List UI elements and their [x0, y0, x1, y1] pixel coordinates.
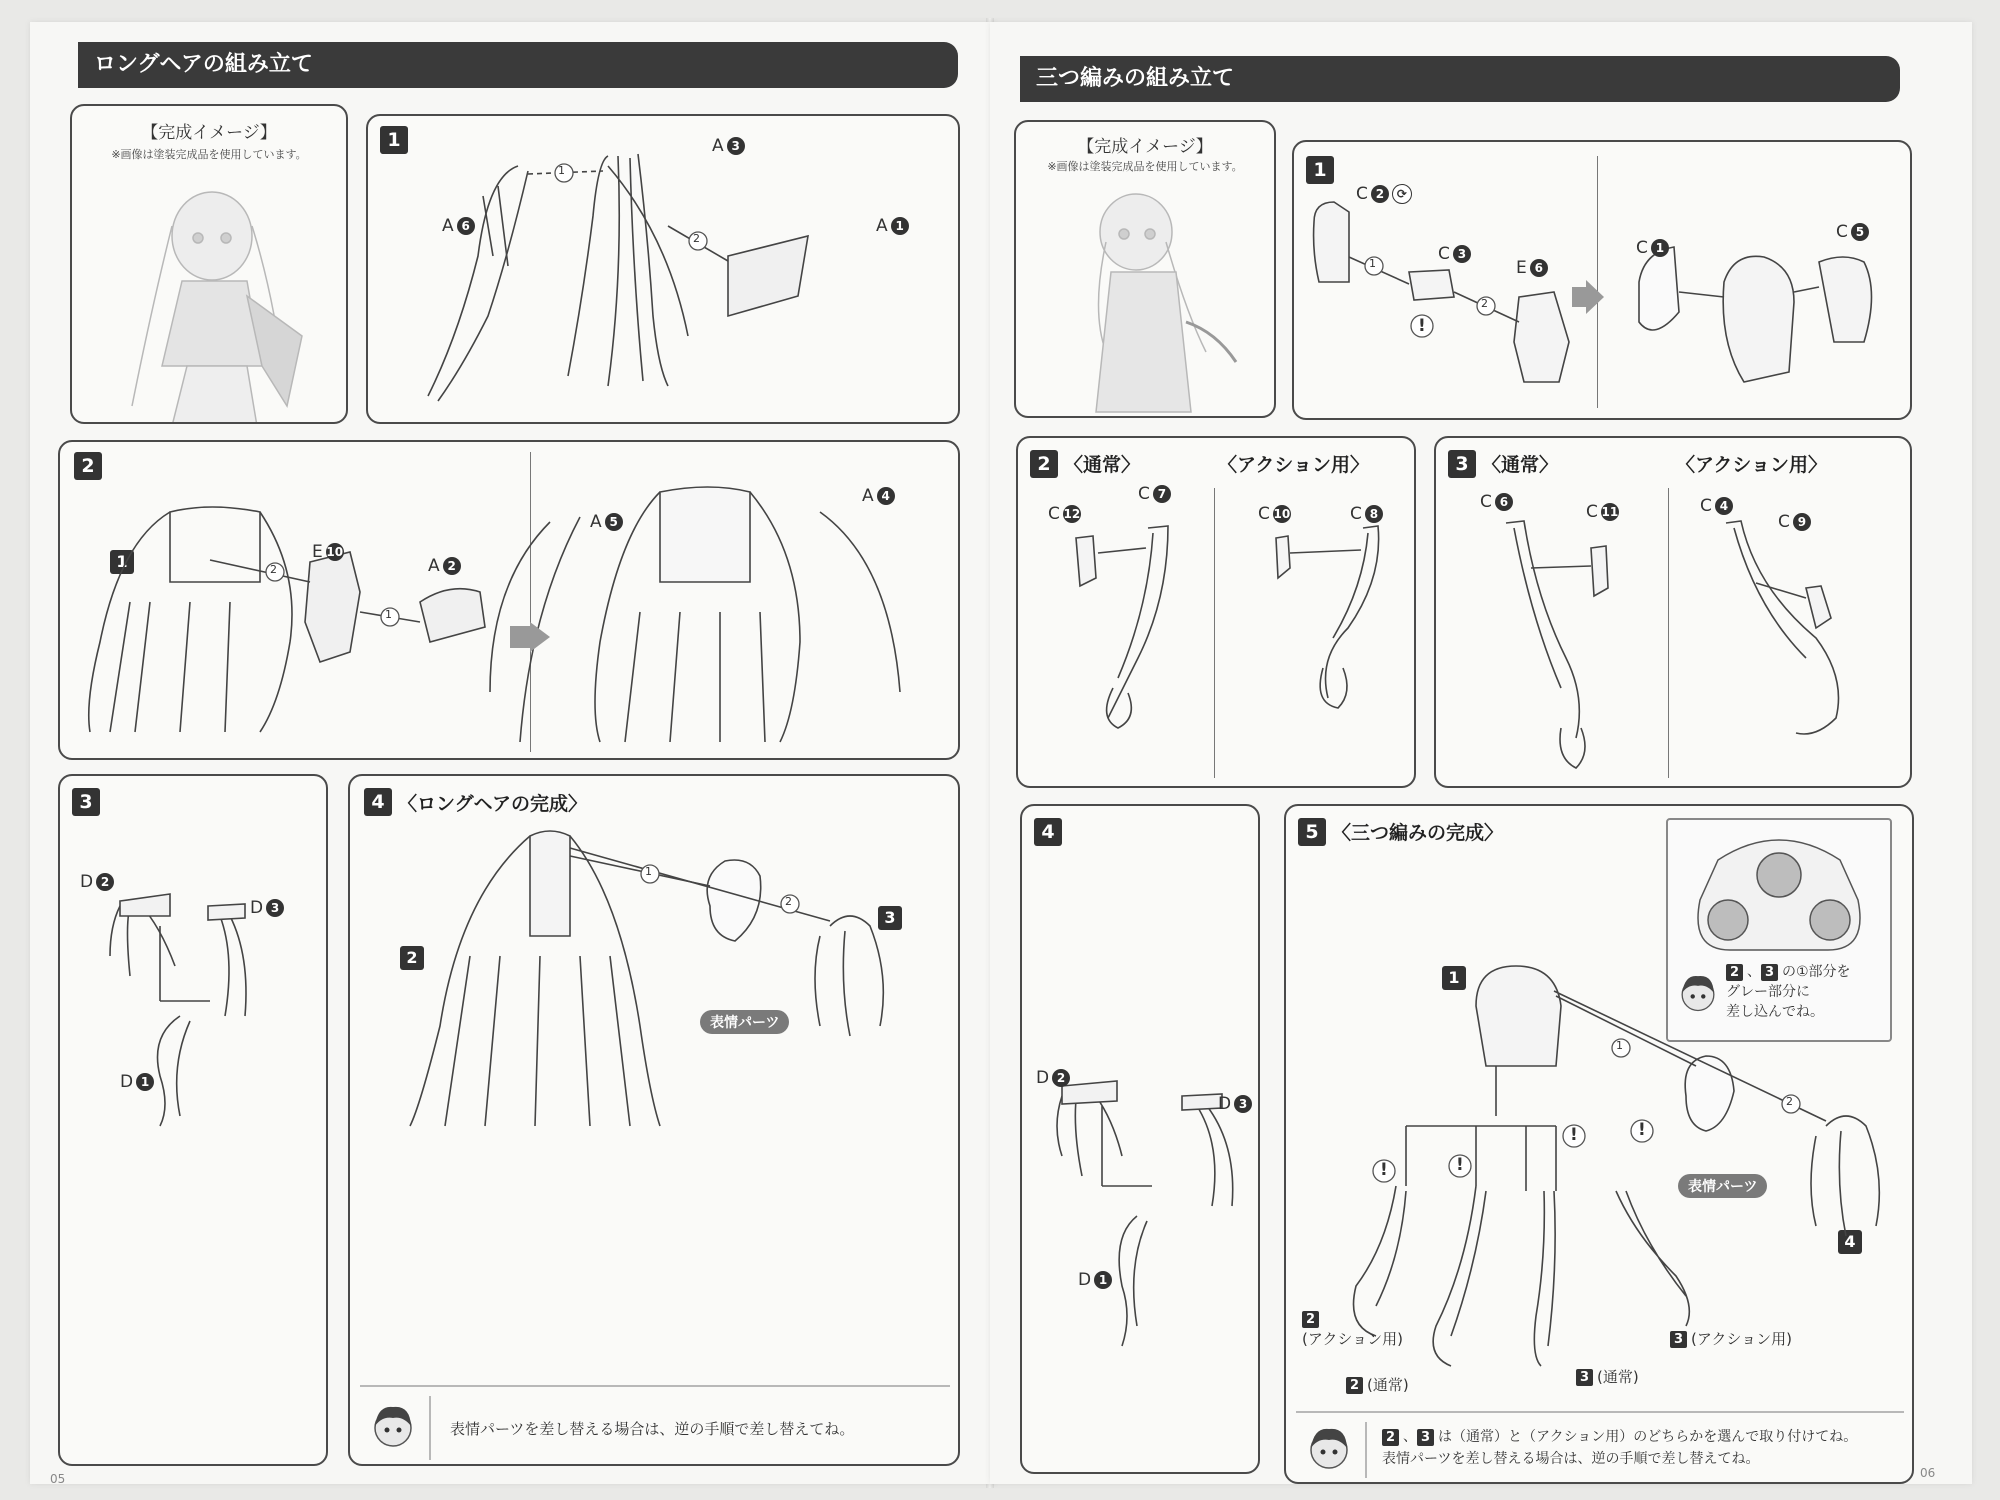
step4-diagram: [1022, 806, 1260, 1474]
complete-image-panel-left: [70, 104, 348, 424]
step-number: 1: [380, 126, 408, 154]
part-label-c4: C 4: [1700, 496, 1733, 516]
step2-panel-left: [58, 440, 960, 760]
step-number: 4: [1034, 818, 1062, 846]
ref-step-number: 1: [110, 550, 134, 574]
ref-step-number: 3: [878, 906, 902, 930]
complete-image-note: ※画像は塗装完成品を使用しています。: [111, 148, 307, 161]
figure-braid-image: [1016, 122, 1276, 418]
complete-image-title: 【完成イメージ】: [1077, 137, 1213, 157]
step5-note: 2 、 3 は（通常）と（アクション用）のどちらかを選んで取り付けてね。 表情パーツを差し替える場合は、逆の手順で差し替えてね。: [1382, 1429, 1858, 1467]
part-label-c1: C 1: [1636, 238, 1669, 258]
part-label-c8: C 8: [1350, 504, 1383, 524]
right-page-title: 三つ編みの組み立て: [1020, 56, 1900, 102]
part-label-c7: C 7: [1138, 484, 1171, 504]
left-page: [30, 22, 995, 1484]
order-marker: 2: [1481, 297, 1488, 310]
part-label-d2: D 2: [80, 872, 114, 892]
part-label-e6: E 6: [1516, 258, 1548, 278]
bottom-ref-action: 3 (アクション用): [1670, 1328, 1792, 1349]
step2-action-label: 〈アクション用〉: [1218, 454, 1370, 476]
page-number: 06: [1920, 1466, 1936, 1480]
step4-diagram: [350, 776, 960, 1466]
order-marker: 1: [1369, 257, 1376, 270]
step-number: 5: [1298, 818, 1326, 846]
step3-diagram: [1436, 438, 1912, 788]
caution-icon: !: [1380, 1160, 1388, 1180]
part-label-d3: D 3: [1218, 1094, 1252, 1114]
step2-panel-right: [1016, 436, 1416, 788]
step-number: 2: [74, 452, 102, 480]
face-parts-badge: 表情パーツ: [700, 1010, 789, 1034]
step3-panel-right: [1434, 436, 1912, 788]
left-page-title: ロングヘアの組み立て: [78, 42, 958, 88]
part-label-a3: A 3: [712, 136, 745, 156]
callout-text: 2 、 3 の①部分を グレー部分に 差し込んでね。: [1726, 964, 1851, 1020]
order-marker: 1: [558, 164, 565, 177]
bottom-ref-action: 2 (アクション用): [1302, 1312, 1403, 1348]
step4-panel-left: [348, 774, 960, 1466]
caution-icon: !: [1418, 316, 1426, 336]
order-marker: 2: [270, 563, 277, 576]
complete-image-title: 【完成イメージ】: [141, 123, 277, 143]
face-parts-badge: 表情パーツ: [1678, 1174, 1767, 1198]
order-marker: 1: [1616, 1039, 1623, 1052]
part-label-d1: D 1: [120, 1072, 154, 1092]
step-number: 3: [72, 788, 100, 816]
part-label-a1: A 1: [876, 216, 909, 236]
order-marker: 2: [1786, 1095, 1793, 1108]
step3-normal-label: 〈通常〉: [1482, 454, 1559, 476]
caution-icon: !: [1456, 1155, 1464, 1175]
part-label-c6: C 6: [1480, 492, 1513, 512]
part-label-a5: A 5: [590, 512, 623, 532]
figure-longhair-image: [72, 106, 348, 424]
step4-title: 〈ロングヘアの完成〉: [398, 793, 588, 815]
step-number: 4: [364, 788, 392, 816]
character-face-icon: [1304, 1422, 1354, 1472]
part-label-c9: C 9: [1778, 512, 1811, 532]
step1-diagram: [368, 116, 960, 424]
step1-panel-left: [366, 114, 960, 424]
part-label-a4: A 4: [862, 486, 895, 506]
step2-diagram: [60, 442, 960, 760]
order-marker: 1: [385, 608, 392, 621]
complete-image-panel-right: [1014, 120, 1276, 418]
bottom-ref-normal: 3 (通常): [1576, 1366, 1639, 1387]
step4-panel-right: [1020, 804, 1260, 1474]
complete-image-note: ※画像は塗装完成品を使用しています。: [1047, 160, 1243, 173]
part-label-c5: C 5: [1836, 222, 1869, 242]
step-number: 1: [1306, 156, 1334, 184]
step-number: 3: [1448, 450, 1476, 478]
step1-panel-right: [1292, 140, 1912, 420]
part-label-c11: C 11: [1586, 502, 1619, 522]
step2-diagram: [1018, 438, 1416, 788]
caution-icon: !: [1638, 1120, 1646, 1140]
character-face-icon: [368, 1400, 418, 1450]
step-number: 2: [1030, 450, 1058, 478]
part-label-c2: C 2 ⟳: [1356, 184, 1412, 204]
part-label-c3: C 3: [1438, 244, 1471, 264]
page-number: 05: [50, 1472, 66, 1486]
ref-step-number: 4: [1838, 1230, 1862, 1254]
step3-panel-left: [58, 774, 328, 1466]
caution-icon: !: [1570, 1125, 1578, 1145]
step2-normal-label: 〈通常〉: [1064, 454, 1141, 476]
part-label-d3: D 3: [250, 898, 284, 918]
bottom-ref-normal: 2 (通常): [1346, 1374, 1409, 1395]
ref-step-number: 2: [400, 946, 424, 970]
order-marker: 1: [645, 865, 652, 878]
step5-panel-right: [1284, 804, 1914, 1484]
part-label-c12: C 12: [1048, 504, 1081, 524]
step3-action-label: 〈アクション用〉: [1676, 454, 1828, 476]
part-label-c10: C 10: [1258, 504, 1291, 524]
order-marker: 2: [693, 232, 700, 245]
part-label-e10: E 10: [312, 542, 344, 562]
part-label-a2: A 2: [428, 556, 461, 576]
part-label-d2: D 2: [1036, 1068, 1070, 1088]
right-page: [990, 22, 1972, 1484]
step5-title: 〈三つ編みの完成〉: [1332, 822, 1504, 844]
step4-note: 表情パーツを差し替える場合は、逆の手順で差し替えてね。: [450, 1420, 855, 1438]
part-label-d1: D 1: [1078, 1270, 1112, 1290]
ref-step-number: 1: [1442, 966, 1466, 990]
order-marker: 2: [785, 895, 792, 908]
part-label-a6: A 6: [442, 216, 475, 236]
